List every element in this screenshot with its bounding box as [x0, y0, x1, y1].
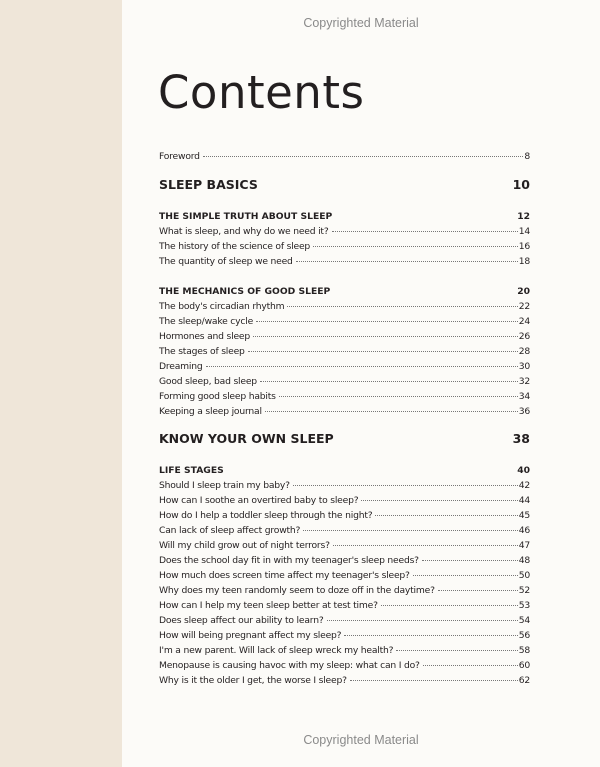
table-of-contents [159, 149, 530, 688]
dot-leader [422, 560, 518, 561]
entry-label: How can I help my teen sleep better at test time? [159, 599, 378, 611]
dot-leader [265, 411, 518, 412]
toc-part-heading[interactable] [159, 429, 530, 449]
watermark-top: Copyrighted Material [303, 16, 419, 30]
entry-page: 60 [518, 659, 530, 671]
dot-leader [303, 530, 517, 531]
entry-page: 50 [518, 569, 530, 581]
toc-entry[interactable] [159, 344, 530, 359]
entry-page: 62 [518, 674, 530, 686]
page-title: Contents [158, 66, 365, 119]
section-title: LIFE STAGES [159, 464, 224, 476]
toc-entry-foreword[interactable] [159, 149, 530, 164]
dot-leader [293, 485, 518, 486]
toc-section-heading[interactable] [159, 284, 530, 299]
dot-leader [332, 231, 518, 232]
dot-leader [361, 500, 517, 501]
entry-page: 16 [518, 240, 530, 252]
toc-entry[interactable] [159, 478, 530, 493]
dot-leader [256, 321, 518, 322]
entry-label: How can I soothe an overtired baby to sleep? [159, 494, 359, 506]
entry-page: 44 [518, 494, 530, 506]
part-page: 38 [512, 431, 530, 446]
entry-page: 54 [518, 614, 530, 626]
entry-page: 53 [518, 599, 530, 611]
section-page: 20 [517, 285, 530, 297]
dot-leader [279, 396, 518, 397]
entry-page: 22 [518, 300, 530, 312]
toc-section-heading[interactable] [159, 463, 530, 478]
dot-leader [423, 665, 518, 666]
part-page: 10 [512, 177, 530, 192]
toc-entry[interactable] [159, 523, 530, 538]
dot-leader [396, 650, 517, 651]
entry-label: Will my child grow out of night terrors? [159, 539, 330, 551]
section-title: THE SIMPLE TRUTH ABOUT SLEEP [159, 210, 333, 222]
dot-leader [206, 366, 518, 367]
entry-label: How will being pregnant affect my sleep? [159, 629, 342, 641]
toc-entry[interactable] [159, 568, 530, 583]
entry-label: The history of the science of sleep [159, 240, 311, 252]
toc-entry[interactable] [159, 538, 530, 553]
toc-entry[interactable] [159, 374, 530, 389]
entry-label: What is sleep, and why do we need it? [159, 225, 329, 237]
section-page: 12 [517, 210, 530, 222]
dot-leader [203, 156, 524, 157]
page-margin-strip [0, 0, 122, 767]
dot-leader [313, 246, 518, 247]
entry-page: 58 [518, 644, 530, 656]
entry-page: 56 [518, 629, 530, 641]
entry-page: 18 [518, 255, 530, 267]
toc-entry[interactable] [159, 613, 530, 628]
toc-entry[interactable] [159, 299, 530, 314]
section-page: 40 [517, 464, 530, 476]
entry-label: Forming good sleep habits [159, 390, 276, 402]
entry-label: How do I help a toddler sleep through the night? [159, 509, 373, 521]
dot-leader [438, 590, 518, 591]
toc-entry[interactable] [159, 493, 530, 508]
toc-entry[interactable] [159, 553, 530, 568]
entry-page: 45 [518, 509, 530, 521]
dot-leader [333, 545, 518, 546]
entry-label: Does sleep affect our ability to learn? [159, 614, 324, 626]
dot-leader [260, 381, 518, 382]
entry-page: 42 [518, 479, 530, 491]
dot-leader [296, 261, 518, 262]
toc-entry[interactable] [159, 628, 530, 643]
toc-entry[interactable] [159, 254, 530, 269]
toc-entry[interactable] [159, 314, 530, 329]
toc-entry[interactable] [159, 389, 530, 404]
entry-label: Why does my teen randomly seem to doze off in the daytime? [159, 584, 435, 596]
toc-entry[interactable] [159, 359, 530, 374]
entry-label: I'm a new parent. Will lack of sleep wreck my health? [159, 644, 394, 656]
toc-entry[interactable] [159, 673, 530, 688]
toc-entry[interactable] [159, 404, 530, 419]
toc-section-heading[interactable] [159, 209, 530, 224]
dot-leader [248, 351, 518, 352]
toc-entry[interactable] [159, 598, 530, 613]
toc-entry[interactable] [159, 239, 530, 254]
entry-label: Menopause is causing havoc with my sleep: what can I do? [159, 659, 420, 671]
entry-page: 8 [524, 151, 530, 162]
entry-label: Should I sleep train my baby? [159, 479, 290, 491]
entry-label: The stages of sleep [159, 345, 245, 357]
toc-entry[interactable] [159, 224, 530, 239]
entry-page: 32 [518, 375, 530, 387]
dot-leader [327, 620, 518, 621]
entry-label: Can lack of sleep affect growth? [159, 524, 301, 536]
entry-page: 36 [518, 405, 530, 417]
toc-entry[interactable] [159, 643, 530, 658]
entry-page: 46 [518, 524, 530, 536]
dot-leader [381, 605, 518, 606]
entry-label: The quantity of sleep we need [159, 255, 293, 267]
entry-page: 48 [518, 554, 530, 566]
dot-leader [375, 515, 517, 516]
entry-page: 26 [518, 330, 530, 342]
entry-page: 30 [518, 360, 530, 372]
entry-page: 52 [518, 584, 530, 596]
part-title: SLEEP BASICS [159, 177, 258, 192]
entry-label: Hormones and sleep [159, 330, 250, 342]
entry-page: 34 [518, 390, 530, 402]
toc-entry[interactable] [159, 583, 530, 598]
entry-label: The sleep/wake cycle [159, 315, 254, 327]
dot-leader [287, 306, 517, 307]
entry-page: 14 [518, 225, 530, 237]
entry-label: Good sleep, bad sleep [159, 375, 257, 387]
part-title: KNOW YOUR OWN SLEEP [159, 431, 334, 446]
dot-leader [344, 635, 517, 636]
entry-label: The body's circadian rhythm [159, 300, 285, 312]
entry-label: Keeping a sleep journal [159, 405, 262, 417]
entry-page: 47 [518, 539, 530, 551]
section-title: THE MECHANICS OF GOOD SLEEP [159, 285, 331, 297]
entry-label: Why is it the older I get, the worse I sleep? [159, 674, 347, 686]
toc-entry[interactable] [159, 329, 530, 344]
dot-leader [253, 336, 518, 337]
entry-label: Dreaming [159, 360, 203, 372]
dot-leader [350, 680, 518, 681]
entry-label: Foreword [159, 151, 200, 162]
entry-page: 24 [518, 315, 530, 327]
entry-page: 28 [518, 345, 530, 357]
toc-entry[interactable] [159, 508, 530, 523]
toc-entry[interactable] [159, 658, 530, 673]
watermark-bottom: Copyrighted Material [303, 733, 419, 747]
dot-leader [413, 575, 518, 576]
entry-label: How much does screen time affect my teenager's sleep? [159, 569, 410, 581]
toc-part-heading[interactable] [159, 175, 530, 195]
entry-label: Does the school day fit in with my teenager's sleep needs? [159, 554, 419, 566]
